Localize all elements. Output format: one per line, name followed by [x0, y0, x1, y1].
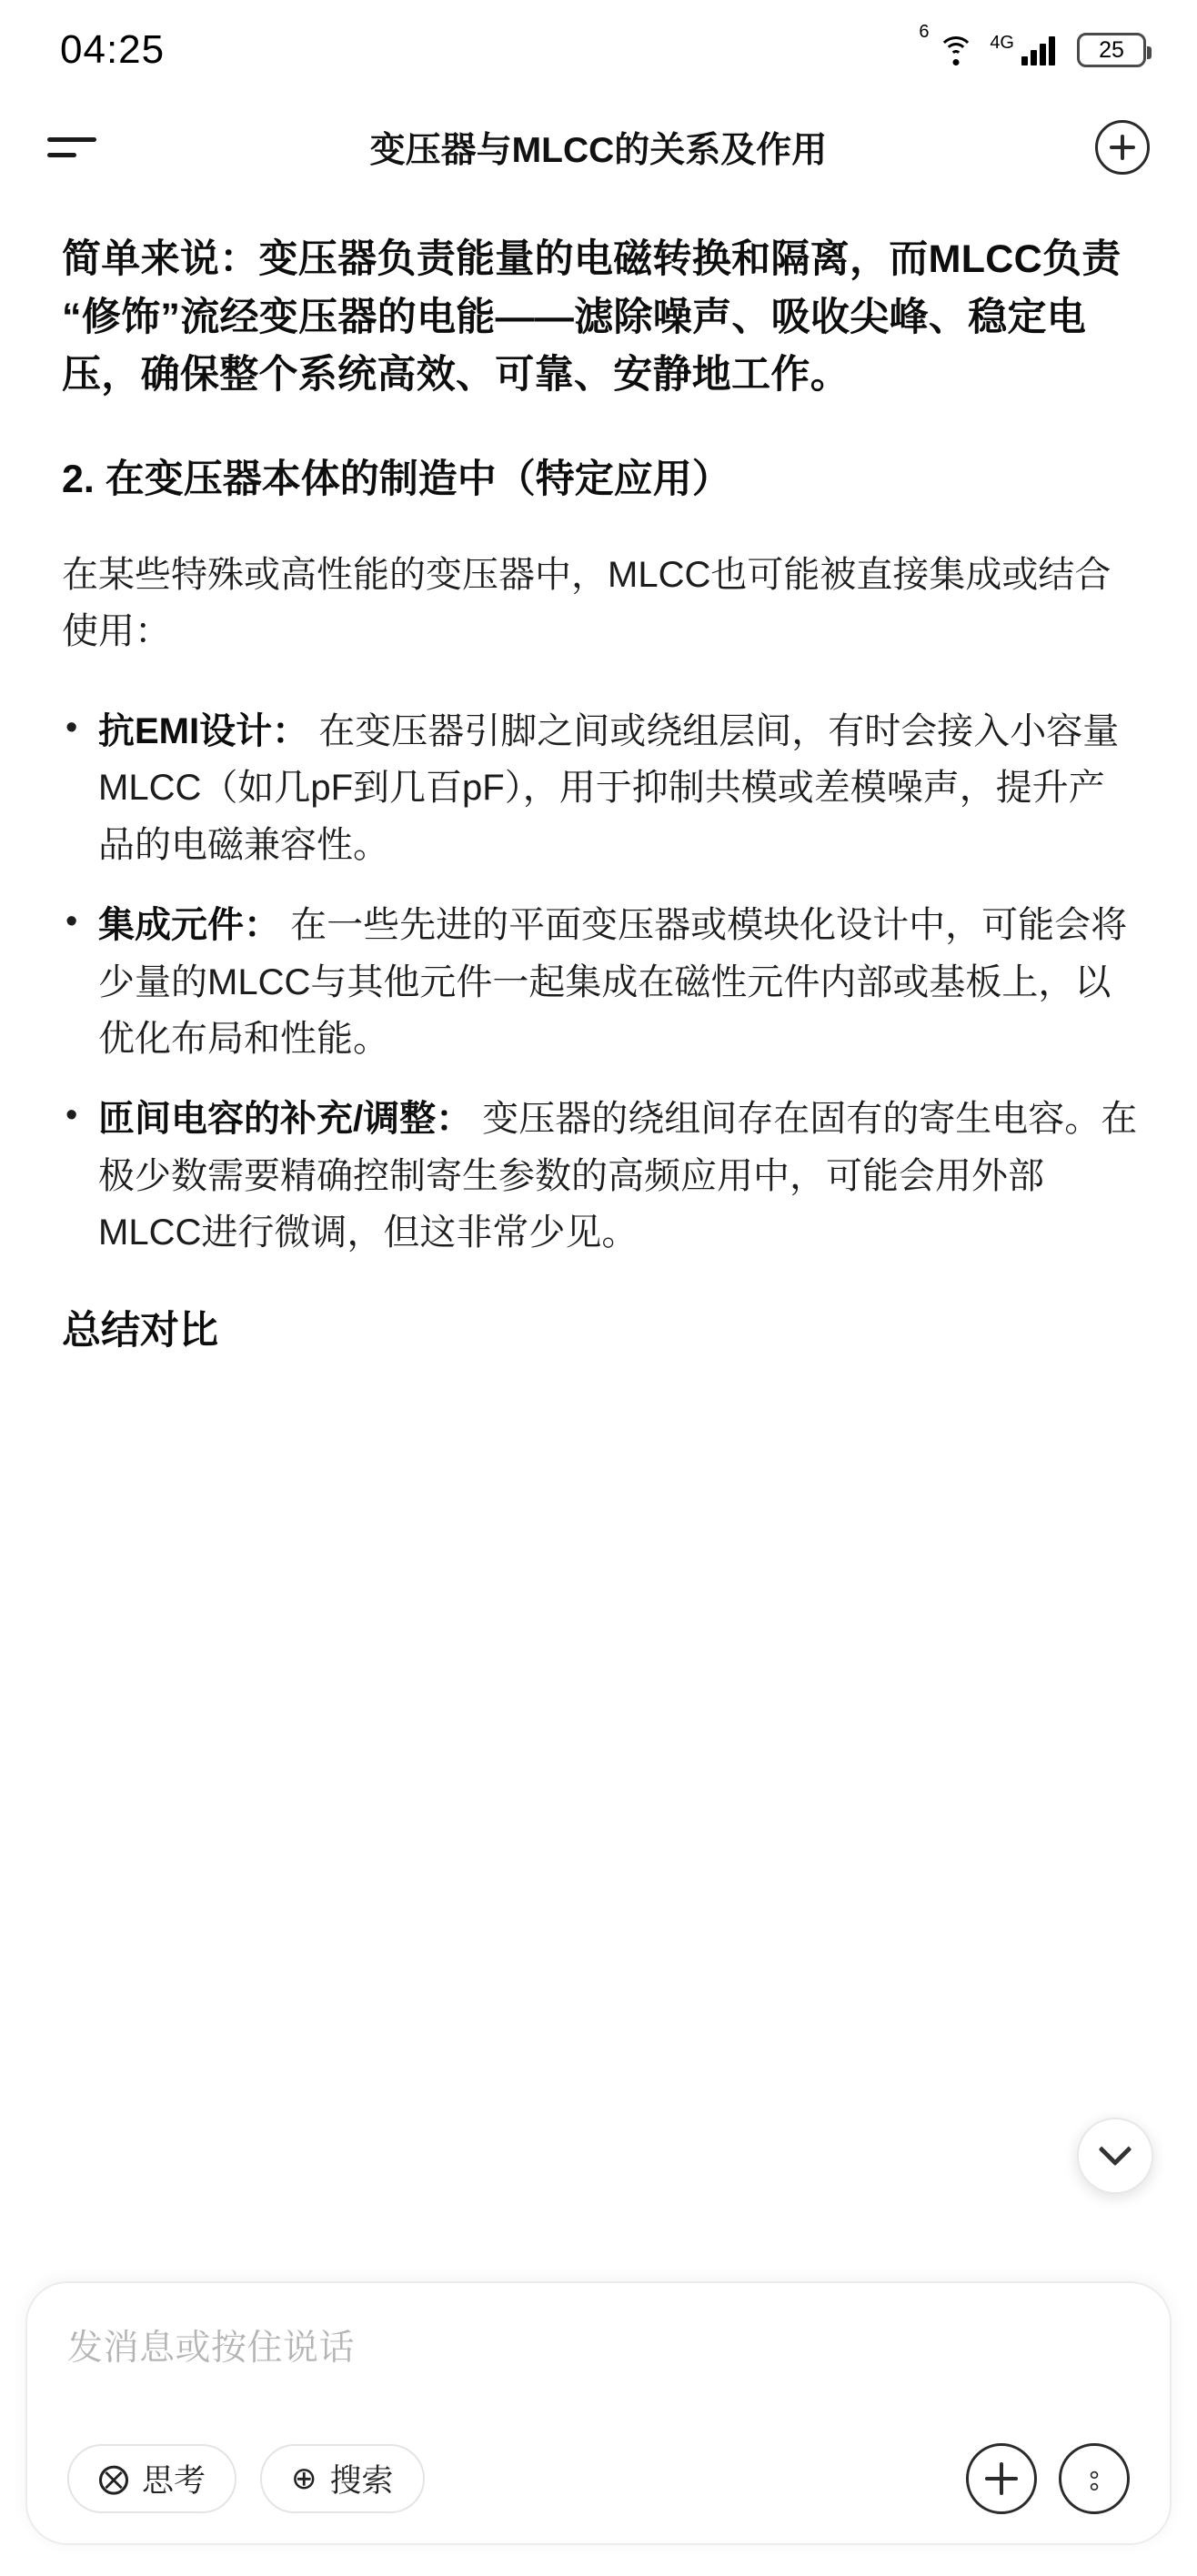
conversation-content	[0, 195, 1197, 2576]
section-heading: 2. 在变压器本体的制造中（特定应用）	[62, 457, 731, 501]
list-item-text: 在变压器引脚之间或绕组层间，有时会接入小容量MLCC（如几pF到几百pF），用于抑制共模或差模噪声，提升产品的电磁兼容性。	[98, 711, 1120, 865]
think-mode-chip[interactable]	[67, 2444, 236, 2513]
list-item-term: 匝间电容的补充/调整：	[98, 1099, 473, 1140]
summary-heading: 总结对比	[62, 1308, 218, 1353]
status-time: 04:25	[60, 27, 166, 72]
list-item	[62, 1091, 1139, 1261]
list-item-text: 变压器的绕组间存在固有的寄生电容。在极少数需要精确控制寄生参数的高频应用中，可能会用外部MLCC进行微调，但这非常少见。	[98, 1099, 1138, 1253]
list-item-term: 集成元件：	[98, 905, 280, 946]
battery-level-label: 25	[1099, 36, 1124, 63]
attach-add-button[interactable]	[966, 2443, 1037, 2514]
list-item	[62, 897, 1139, 1067]
search-mode-label: 搜索	[329, 2463, 394, 2499]
voice-input-button[interactable]	[1059, 2443, 1130, 2514]
search-mode-chip[interactable]	[260, 2444, 425, 2513]
scroll-to-bottom-button[interactable]	[1077, 2118, 1153, 2194]
network-type-label: 4G	[990, 32, 1014, 53]
app-header	[0, 100, 1197, 195]
list-item-term: 抗EMI设计：	[98, 711, 309, 752]
battery-icon	[1077, 33, 1146, 67]
page-title: 变压器与MLCC的关系及作用	[369, 131, 828, 170]
chevron-down-icon	[1099, 2133, 1132, 2167]
section-intro-paragraph: 在某些特殊或高性能的变压器中，MLCC也可能被直接集成或结合使用：	[62, 555, 1112, 652]
globe-search-icon: ⊕	[291, 2461, 317, 2496]
think-mode-label: 思考	[142, 2463, 206, 2499]
message-input[interactable]: 发消息或按住说话	[67, 2329, 356, 2368]
new-chat-icon[interactable]	[1095, 120, 1150, 175]
wifi-generation-label: 6	[919, 22, 930, 42]
cellular-signal-icon	[1021, 35, 1055, 65]
think-atom-icon: ⨂	[98, 2461, 129, 2496]
message-composer[interactable]	[25, 2281, 1172, 2545]
status-indicators	[919, 22, 1146, 68]
hamburger-menu-icon[interactable]	[47, 129, 100, 166]
wifi-icon	[919, 22, 975, 65]
composer-toolbar	[67, 2443, 1130, 2514]
list-item	[62, 703, 1139, 873]
voice-wave-icon: ⦂	[1089, 2460, 1100, 2497]
bullet-list	[62, 703, 1139, 1262]
lead-paragraph: 简单来说：变压器负责能量的电磁转换和隔离，而MLCC负责“修饰”流经变压器的电能——滤除噪声、吸收尖峰、稳定电压，确保整个系统高效、可靠、安静地工作。	[62, 237, 1122, 397]
list-item-text: 在一些先进的平面变压器或模块化设计中，可能会将少量的MLCC与其他元件一起集成在磁性元件内部或基板上，以优化布局和性能。	[98, 905, 1128, 1060]
status-bar	[0, 0, 1197, 100]
